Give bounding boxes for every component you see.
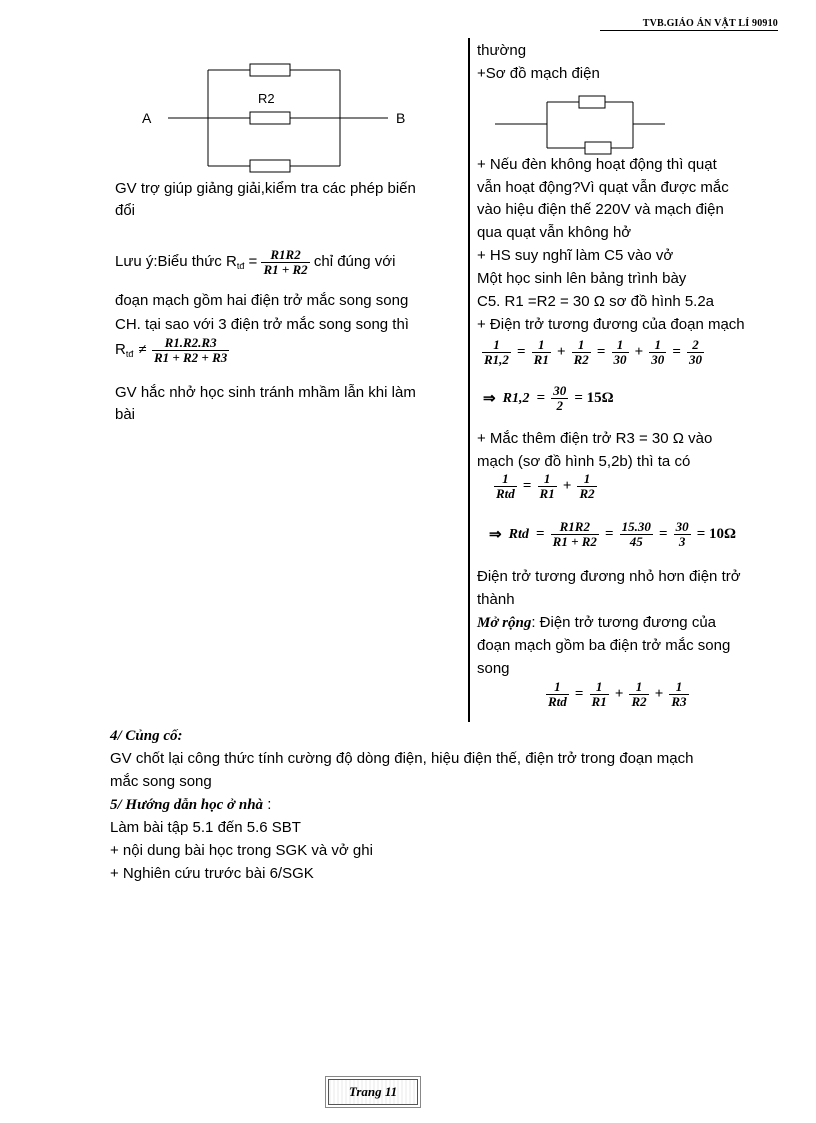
extension-text: : Điện trở tương đương của [531, 614, 717, 631]
note-formula-line [115, 246, 395, 282]
num: 30 [553, 383, 567, 398]
num: 1 [616, 337, 624, 352]
frac-num: R1.R2.R3 [164, 334, 217, 350]
lhs: R1,2 [502, 390, 530, 406]
frac-2 [620, 520, 653, 549]
note-line-2: đoạn mạch gồm hai điện trở mắc song song [115, 292, 409, 309]
num: 1 [577, 337, 585, 352]
page-header: TVB.GIÁO ÁN VẬT LÍ 90910 [600, 18, 778, 31]
plus: + [562, 478, 572, 494]
right-line-3: + Nếu đèn không hoạt động thì quạt [477, 156, 717, 173]
note-equals: = [244, 253, 262, 270]
num: 1 [654, 337, 662, 352]
num: 2 [692, 337, 699, 352]
section-5-line-1: Làm bài tập 5.1 đến 5.6 SBT [110, 819, 301, 836]
right-line-13: Điện trở tương đương nhỏ hơn điện trở [477, 568, 741, 585]
den: R2 [631, 694, 647, 709]
num: R1R2 [559, 519, 590, 534]
right-line-14: thành [477, 591, 515, 608]
right-line-16: song [477, 660, 510, 677]
den: 45 [620, 534, 653, 549]
frac-lhs [494, 472, 517, 501]
equation-4 [488, 520, 737, 549]
section-4-title: 4/ Củng cố: [110, 728, 183, 744]
plus: + [634, 344, 644, 360]
equals: = [536, 390, 546, 406]
equation-3 [494, 472, 597, 501]
right-line-7: + HS suy nghĩ làm C5 vào vở [477, 247, 674, 264]
right-line-9: C5. R1 =R2 = 30 Ω sơ đồ hình 5.2a [477, 293, 715, 310]
equation-2 [482, 384, 615, 413]
parallel-circuit-diagram [130, 56, 420, 180]
den: 30 [651, 352, 665, 367]
frac-den: R1 + R2 + R3 [153, 349, 228, 365]
equals: = [517, 344, 526, 360]
plus: + [614, 686, 624, 702]
two-resistor-fraction [261, 248, 309, 277]
den: R2 [579, 486, 595, 501]
right-line-6: qua quạt vẫn không hở [477, 224, 632, 241]
gv-help-line-2: đổi [115, 202, 136, 219]
num: 1 [635, 679, 643, 694]
section-5-title: 5/ Hướng dẫn học ở nhà [110, 797, 264, 813]
implies-arrow: ⇒ [489, 527, 502, 543]
frac-c [669, 680, 688, 709]
equation-5 [546, 680, 689, 709]
node-b-label: B [396, 110, 406, 126]
note-sub: tđ [236, 261, 245, 271]
right-line-11: + Mắc thêm điện trở R3 = 30 Ω vào [477, 430, 713, 447]
right-line-5: vào hiệu điện thế 220V và mạch điện [477, 201, 724, 218]
num: 1 [502, 471, 509, 486]
frac-1 [551, 520, 599, 549]
frac-b [577, 472, 596, 501]
frac-a [538, 472, 557, 501]
column-divider [468, 38, 470, 722]
den: R1 + R2 [552, 534, 597, 549]
node-a-label: A [142, 110, 152, 126]
frac-lhs [482, 338, 511, 367]
frac-b [629, 680, 648, 709]
frac-c [612, 338, 629, 367]
frac-d [649, 338, 666, 367]
frac-a [590, 680, 609, 709]
equals: = [522, 478, 532, 494]
frac-b [572, 338, 591, 367]
den: 3 [674, 534, 691, 549]
extension-line [477, 612, 716, 634]
den: R1,2 [484, 352, 509, 367]
three-resistor-line [115, 334, 229, 370]
den: R3 [671, 694, 687, 709]
right-line-1: thường [477, 42, 527, 59]
frac-den: R1 + R2 [263, 261, 308, 277]
equals: = [574, 686, 584, 702]
lhs: Rtd [508, 526, 529, 542]
plus: + [556, 344, 566, 360]
lamp-fan-circuit-diagram [495, 92, 665, 160]
den: 30 [689, 352, 703, 367]
ch-question: CH. tại sao với 3 điện trở mắc song song thì [115, 316, 409, 333]
rtd-sub: tđ [125, 349, 134, 359]
section-5-title-line [110, 794, 271, 816]
equals: = [596, 344, 606, 360]
num: 15.30 [621, 519, 651, 534]
note-prefix: Lưu ý:Biểu thức R [115, 253, 237, 270]
remind-line-2: bài [115, 406, 136, 423]
frac-num: R1R2 [270, 246, 301, 262]
not-equal-sign: ≠ [138, 342, 147, 359]
section-4-line-1: GV chốt lại công thức tính cường độ dòng điện, hiệu điện thế, điện trở trong đoạn mạch [110, 750, 694, 767]
section-5-line-2: + nội dung bài học trong SGK và vở ghi [110, 842, 373, 859]
result: = 10Ω [696, 526, 737, 542]
num: 1 [595, 679, 603, 694]
den: 30 [613, 352, 627, 367]
r2-label: R2 [258, 91, 275, 106]
den: Rtd [548, 694, 567, 709]
gv-help-line-1: GV trợ giúp giảng giải,kiểm tra các phép biến [115, 180, 416, 197]
right-line-15: đoạn mạch gồm ba điện trở mắc song [477, 637, 731, 654]
remind-line-1: GV hắc nhở học sinh tránh mhầm lẫn khi làm [115, 384, 416, 401]
num: 1 [543, 471, 551, 486]
equals: = [672, 344, 681, 360]
den: Rtd [496, 486, 515, 501]
right-line-2: +Sơ đồ mạch điện [477, 65, 600, 82]
section-4-line-2: mắc song song [110, 773, 212, 790]
extension-label: Mở rộng [477, 615, 532, 631]
rtd-prefix: R [115, 341, 126, 358]
frac-e [687, 338, 704, 367]
frac-a [532, 338, 551, 367]
right-line-12: mạch (sơ đồ hình 5,2b) thì ta có [477, 453, 691, 470]
den: R2 [573, 352, 589, 367]
den: R1 [591, 694, 607, 709]
frac-lhs [546, 680, 569, 709]
equals: = [536, 526, 545, 542]
three-resistor-fraction [152, 336, 229, 365]
page-number: Trang 11 [328, 1079, 418, 1105]
frac-3 [674, 520, 691, 549]
right-line-8: Một học sinh lên bảng trình bày [477, 270, 687, 287]
den: 2 [551, 398, 568, 413]
num: 30 [675, 519, 689, 534]
num: 1 [583, 471, 591, 486]
plus: + [654, 686, 664, 702]
num: 1 [675, 679, 683, 694]
den: R1 [539, 486, 555, 501]
implies-arrow: ⇒ [483, 391, 496, 407]
num: 1 [538, 337, 545, 352]
equals: = [659, 526, 668, 542]
section-5-colon: : [263, 796, 272, 813]
right-line-10: + Điện trở tương đương của đoạn mạch [477, 316, 745, 333]
den: R1 [533, 352, 549, 367]
note-suffix: chỉ đúng với [313, 253, 396, 270]
equals: = [605, 526, 614, 542]
frac [551, 384, 568, 413]
result: = 15Ω [574, 390, 614, 406]
section-5-line-3: + Nghiên cứu trước bài 6/SGK [110, 865, 314, 882]
num: 1 [554, 679, 561, 694]
num: 1 [493, 337, 500, 352]
equation-1 [482, 338, 704, 367]
right-line-4: vẫn hoạt động?Vì quạt vẫn được mắc [477, 179, 729, 196]
